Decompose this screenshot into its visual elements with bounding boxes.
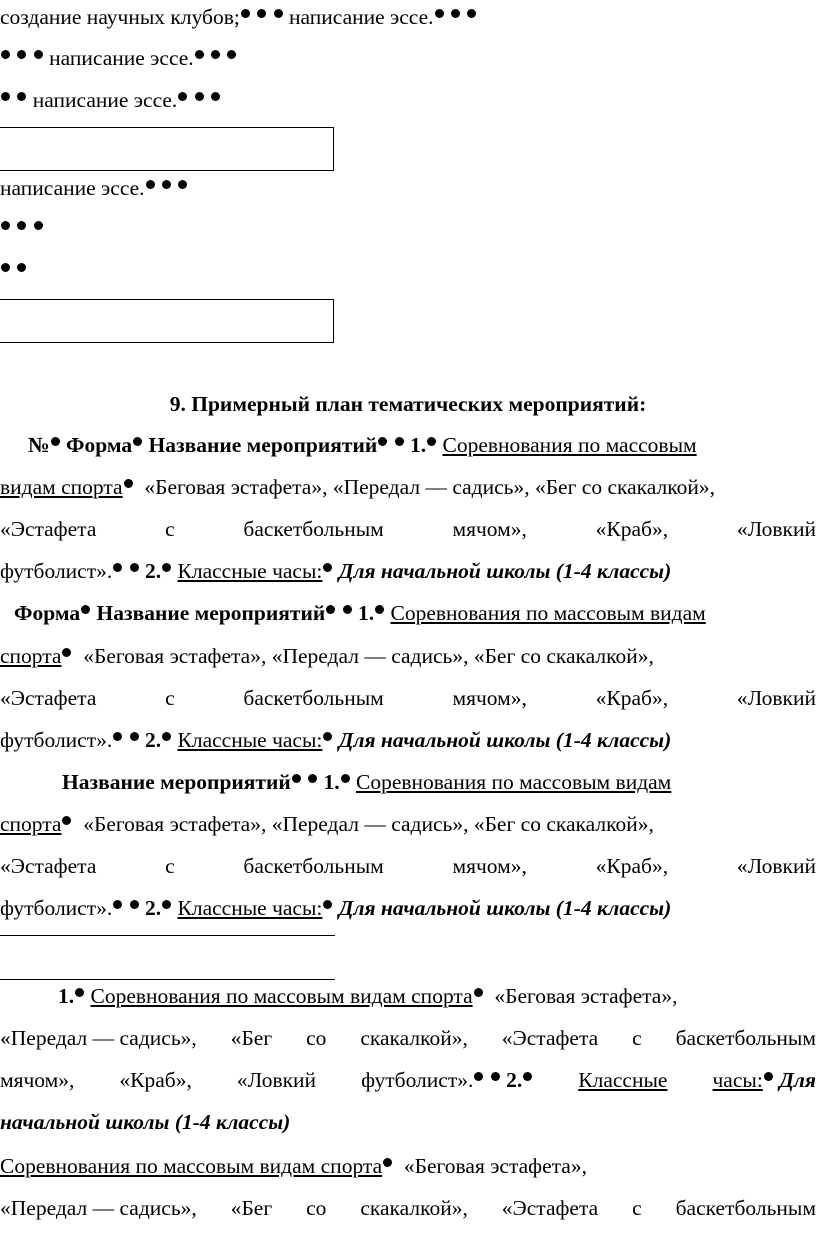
bullet-icon (178, 180, 187, 189)
text: «Краб», (595, 517, 669, 541)
bullet-icon (323, 732, 332, 741)
text: с (165, 686, 175, 710)
text: Название мероприятий (62, 770, 291, 794)
text: «Беговая эстафета», «Передал — садись», «Бег со скакалкой», (144, 475, 715, 499)
bullet-icon (75, 988, 84, 997)
text: с (165, 517, 175, 541)
text-line (28, 432, 697, 458)
text-line (0, 1153, 587, 1179)
section-heading (0, 391, 816, 417)
text: баскетбольным (243, 517, 384, 541)
text-line (0, 1109, 290, 1135)
text-line (0, 4, 477, 30)
text: мячом», (452, 517, 527, 541)
text: Для начальной школы (1-4 классы) (338, 896, 672, 920)
text: футболист». (0, 896, 113, 920)
bullet-icon (341, 774, 350, 783)
text: написание эссе. (0, 176, 145, 200)
divider (0, 935, 335, 936)
bullet-icon (51, 437, 60, 446)
text: Классные часы: (177, 559, 323, 583)
bullet-icon (1, 263, 10, 272)
bullet-icon (375, 605, 384, 614)
bullet-icon (17, 50, 26, 59)
bullet-icon (308, 774, 317, 783)
text-line (0, 87, 221, 113)
bullet-icon (491, 1072, 500, 1081)
text: мячом», (452, 854, 527, 878)
text: с (632, 1196, 642, 1220)
text: «Ловкий (736, 854, 816, 878)
empty-box (0, 299, 334, 343)
text: Для (779, 1068, 816, 1092)
text: «Краб», (595, 686, 669, 710)
text: «Передал — садись», (0, 1196, 197, 1220)
text: футболист». (0, 559, 113, 583)
bullet-icon (162, 732, 171, 741)
text: «Эстафета (501, 1196, 599, 1220)
bullet-icon (378, 437, 387, 446)
text: спорта (0, 812, 62, 836)
text: начальной школы (1-4 классы) (0, 1110, 291, 1134)
text: с (165, 854, 175, 878)
text: «Беговая эстафета», (403, 1154, 587, 1178)
bullet-icon (323, 563, 332, 572)
text: мячом», (452, 686, 527, 710)
bullet-icon (1, 221, 10, 230)
text-line (0, 811, 654, 837)
text-line (0, 45, 237, 71)
text: Классные (578, 1068, 668, 1092)
text-line (0, 258, 27, 284)
text: 1. (323, 770, 340, 794)
bullet-icon (395, 437, 404, 446)
text: «Ловкий (736, 517, 816, 541)
text: «Передал — садись», (0, 1026, 197, 1050)
text: Форма (65, 433, 133, 457)
text: 2. (145, 559, 162, 583)
bullet-icon (523, 1072, 532, 1081)
bullet-icon (326, 605, 335, 614)
text: баскетбольным (675, 1196, 816, 1220)
bullet-icon (162, 180, 171, 189)
text-line (58, 983, 677, 1009)
bullet-icon (195, 92, 204, 101)
text: «Краб», (119, 1068, 192, 1092)
text: Форма (14, 601, 81, 625)
text-line (0, 216, 44, 242)
text: «Беговая эстафета», «Передал — садись», «Бег со скакалкой», (83, 644, 654, 668)
bullet-icon (130, 563, 139, 572)
text-line (0, 516, 816, 542)
bullet-icon (34, 221, 43, 230)
bullet-icon (62, 648, 71, 657)
text: «Краб», (595, 854, 669, 878)
text-line (0, 1195, 816, 1221)
text: 1. (409, 433, 427, 457)
text-line (0, 1067, 816, 1093)
bullet-icon (146, 180, 155, 189)
text: Название мероприятий (148, 433, 378, 457)
text: баскетбольным (243, 686, 384, 710)
bullet-icon (467, 9, 476, 18)
text: написание эссе. (288, 5, 434, 29)
bullet-icon (34, 50, 43, 59)
text: Для начальной школы (1-4 классы) (338, 559, 672, 583)
bullet-icon (451, 9, 460, 18)
bullet-icon (474, 988, 483, 997)
text: со (306, 1196, 327, 1220)
text: 2. (145, 896, 162, 920)
bullet-icon (764, 1072, 773, 1081)
text: «Эстафета (0, 517, 97, 541)
text: «Беговая эстафета», «Передал — садись», «Бег со скакалкой», (83, 812, 654, 836)
text: «Бег (230, 1026, 273, 1050)
text: «Ловкий (736, 686, 816, 710)
bullet-icon (257, 9, 266, 18)
text: «Ловкий (236, 1068, 317, 1092)
text-line (0, 727, 671, 753)
bullet-icon (130, 900, 139, 909)
text: написание эссе. (32, 88, 178, 112)
text: скакалкой», (360, 1196, 468, 1220)
bullet-icon (435, 9, 444, 18)
text: создание научных клубов; (0, 5, 240, 29)
text: часы: (712, 1068, 763, 1092)
bullet-icon (274, 9, 283, 18)
bullet-icon (427, 437, 436, 446)
bullet-icon (211, 50, 220, 59)
bullet-icon (323, 900, 332, 909)
text-line (0, 853, 816, 879)
bullet-icon (292, 774, 301, 783)
text: Классные часы: (177, 728, 323, 752)
text: Соревнования по массовым видам спорта (0, 1154, 383, 1178)
text-line (0, 558, 671, 584)
bullet-icon (130, 732, 139, 741)
text: мячом», (0, 1068, 75, 1092)
text-line (14, 600, 706, 626)
text-line (62, 769, 671, 795)
text: «Бег (230, 1196, 273, 1220)
text-line (0, 685, 816, 711)
text: Для начальной школы (1-4 классы) (338, 728, 672, 752)
empty-box (0, 127, 334, 171)
bullet-icon (17, 92, 26, 101)
text: с (632, 1026, 642, 1050)
bullet-icon (383, 1158, 392, 1167)
bullet-icon (195, 50, 204, 59)
text: Название мероприятий (96, 601, 326, 625)
text-line (0, 643, 654, 669)
divider (0, 979, 335, 980)
bullet-icon (343, 605, 352, 614)
bullet-icon (178, 92, 187, 101)
bullet-icon (81, 605, 90, 614)
bullet-icon (241, 9, 250, 18)
text: Соревнования по массовым видам (356, 770, 672, 794)
text: 2. (145, 728, 162, 752)
text: «Эстафета (0, 686, 97, 710)
bullet-icon (113, 563, 122, 572)
text: 1. (58, 984, 75, 1008)
bullet-icon (133, 437, 142, 446)
bullet-icon (62, 816, 71, 825)
text-line (0, 474, 715, 500)
text: 1. (358, 601, 375, 625)
bullet-icon (17, 263, 26, 272)
text: Соревнования по массовым видам (390, 601, 706, 625)
bullet-icon (211, 92, 220, 101)
bullet-icon (227, 50, 236, 59)
text: «Эстафета (0, 854, 97, 878)
bullet-icon (113, 732, 122, 741)
bullet-icon (162, 900, 171, 909)
text: написание эссе. (49, 46, 194, 70)
bullet-icon (1, 92, 10, 101)
text: видам спорта (0, 475, 123, 499)
text: со (306, 1026, 327, 1050)
text: футболист». (0, 728, 113, 752)
text: баскетбольным (675, 1026, 816, 1050)
text: «Эстафета (501, 1026, 599, 1050)
text-line (0, 1025, 816, 1051)
bullet-icon (113, 900, 122, 909)
bullet-icon (17, 221, 26, 230)
text: скакалкой», (360, 1026, 468, 1050)
text: Соревнования по массовым (442, 433, 697, 457)
text: Классные часы: (177, 896, 323, 920)
bullet-icon (124, 479, 133, 488)
text-line (0, 895, 671, 921)
text: баскетбольным (243, 854, 384, 878)
text: Соревнования по массовым видам спорта (90, 984, 473, 1008)
text: футболист». (361, 1068, 474, 1092)
text: спорта (0, 644, 62, 668)
text: № (28, 433, 50, 457)
bullet-icon (474, 1072, 483, 1081)
bullet-icon (162, 563, 171, 572)
text: 2. (506, 1068, 523, 1092)
text: «Беговая эстафета», (494, 984, 678, 1008)
text-line (0, 175, 188, 201)
heading-text: 9. Примерный план тематических мероприятий: (169, 392, 647, 416)
bullet-icon (1, 50, 10, 59)
